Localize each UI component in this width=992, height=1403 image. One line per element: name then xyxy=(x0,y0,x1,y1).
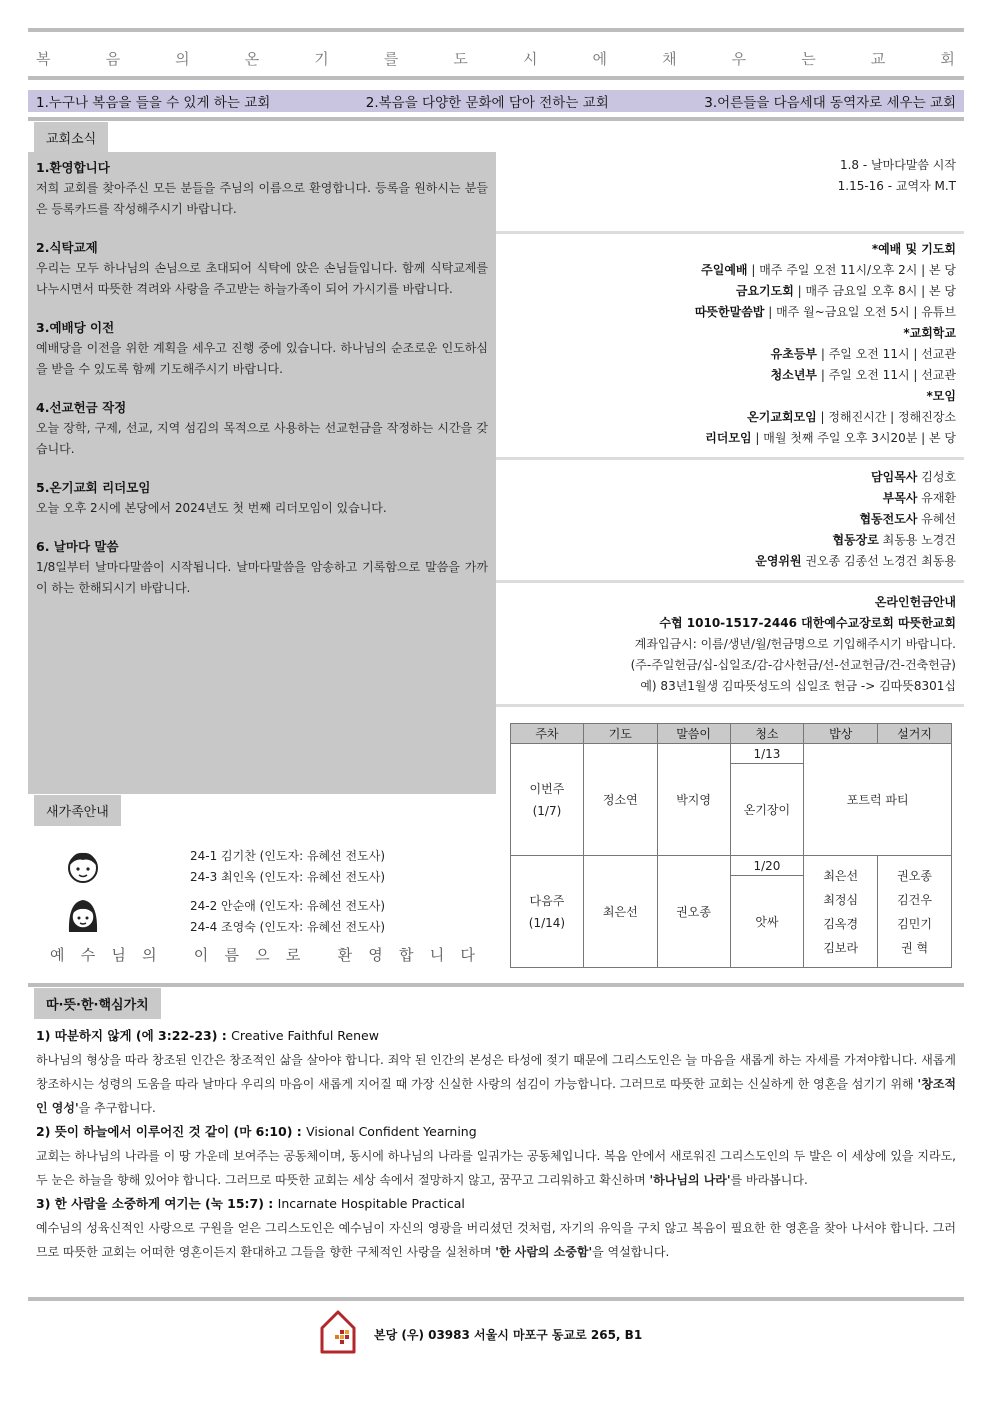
divider xyxy=(496,580,964,583)
news-item xyxy=(36,238,488,300)
online-offering xyxy=(500,592,956,697)
prayer-cell: 최은선 xyxy=(583,856,657,968)
school-row: 유초등부 | 주일 오전 11시 | 선교관 xyxy=(770,347,956,361)
motto-char: 복 xyxy=(36,50,52,68)
male-icon xyxy=(66,848,100,888)
motto-char: 교 xyxy=(870,50,887,68)
news-heading: 교회소식 xyxy=(34,122,108,153)
female-icon xyxy=(66,896,100,938)
news-body: 1/8일부터 날마다말씀이 시작됩니다. 날마다말씀을 암송하고 기록함으로 말씀을 가까이 하는 한해되시기 바랍니다. xyxy=(36,560,488,595)
motto-char: 회 xyxy=(940,50,956,68)
staff-row: 협동전도사 유혜선 xyxy=(859,512,956,526)
col-header: 밥상 xyxy=(804,724,878,744)
welcome-char: 님 xyxy=(111,946,126,964)
welcome-char xyxy=(317,944,322,965)
clean-cell: 온기장이 xyxy=(730,764,804,856)
motto-rule xyxy=(28,76,964,80)
news-body: 예배당을 이전을 위한 계획을 세우고 진행 중에 있습니다. 하나님의 순조로운 인도하심을 받을 수 있도록 함께 기도해주시기 바랍니다. xyxy=(36,341,488,376)
divider xyxy=(496,231,964,234)
welcome-char xyxy=(173,944,178,965)
newfamily-member: 24-1 김기찬 (인도자: 유혜선 전도사) xyxy=(190,849,386,863)
col-header: 청소 xyxy=(730,724,804,744)
prayer-cell: 정소연 xyxy=(583,744,657,856)
motto-char: 의 xyxy=(175,50,191,68)
meeting-heading: *모임 xyxy=(926,389,956,403)
meeting-row: 리더모임 | 매월 첫째 주일 오후 3시20분 | 본 당 xyxy=(705,431,956,445)
worship-info xyxy=(500,239,956,449)
news-item xyxy=(36,398,488,460)
male-list xyxy=(190,846,385,888)
staff-row: 협동장로 최동용 노경건 xyxy=(832,533,956,547)
core-values xyxy=(36,1024,956,1264)
news-body: 저희 교회를 찾아주신 모든 분들을 주님의 이름으로 환영합니다. 등록을 원하시는 분들은 등록카드를 작성해주시기 바랍니다. xyxy=(36,181,488,216)
welcome-char: 로 xyxy=(285,946,301,964)
reader-cell: 박지영 xyxy=(657,744,730,856)
bottom-rule xyxy=(28,1297,964,1301)
motto-char: 음 xyxy=(105,50,122,68)
motto-char: 채 xyxy=(662,50,678,68)
news-title: 1.환영합니다 xyxy=(36,160,110,175)
col-header: 주차 xyxy=(511,724,584,744)
offering-account: 수협 1010-1517-2446 대한예수교장로회 따뜻한교회 xyxy=(659,616,956,630)
news-body: 오늘 오후 2시에 본당에서 2024년도 첫 번째 리더모임이 있습니다. xyxy=(36,501,387,515)
staff-list xyxy=(500,467,956,572)
female-list xyxy=(190,896,385,938)
dish-cell: 권오종 김건우 김민기 권 혁 xyxy=(878,856,952,968)
school-row: 청소년부 | 주일 오전 11시 | 선교관 xyxy=(770,368,956,382)
col-header: 기도 xyxy=(583,724,657,744)
newfamily-member: 24-4 조영숙 (인도자: 유혜선 전도사) xyxy=(190,920,386,934)
vision-bar xyxy=(28,90,964,112)
staff-row: 운영위원 권오종 김종선 노경건 최동용 xyxy=(755,554,956,568)
news-item xyxy=(36,158,488,220)
duty-table xyxy=(510,723,952,968)
values-heading: 따·뜻·한·핵심가치 xyxy=(34,988,161,1019)
motto-char: 를 xyxy=(383,50,400,68)
offering-heading: 온라인헌금안내 xyxy=(874,595,956,609)
welcome-char: 수 xyxy=(80,946,96,964)
worship-heading: *예배 및 기도회 xyxy=(871,242,956,256)
week-cell: 이번주 (1/7) xyxy=(511,744,584,856)
motto-char: 는 xyxy=(801,50,817,68)
school-heading: *교회학교 xyxy=(903,326,956,340)
newfamily-heading: 새가족안내 xyxy=(34,795,121,826)
value-body: 예수님의 성육신적인 사랑으로 구원을 얻은 그리스도인은 예수님이 자신의 영광을 버리셨던 것처럼, 자기의 유익을 구치 않고 복음이 필요한 한 영혼을 찾아 나서야 합니다. 그러므로 따뜻한 교회는 어떠한 영혼이든지 환대하고 그들을 향한 구체적인 사랑을 실천하며 '한 사람의 소중함'을 역설합니다. xyxy=(36,1221,956,1259)
clean-date-cell: 1/13 xyxy=(730,744,804,764)
clean-cell: 앗싸 xyxy=(730,876,804,968)
welcome-char: 합 xyxy=(399,946,414,964)
news-body: 오늘 장학, 구제, 선교, 지역 섬김의 목적으로 사용하는 선교헌금을 작정하는 시간을 갖습니다. xyxy=(36,421,488,456)
value-title: 2) 뜻이 하늘에서 이루어진 것 같이 (마 6:10) : Visional Confident Yearning xyxy=(36,1124,477,1139)
clean-date-cell: 1/20 xyxy=(730,856,804,876)
motto-char: 우 xyxy=(731,50,748,68)
news-body: 우리는 모두 하나님의 손님으로 초대되어 식탁에 앉은 손님들입니다. 함께 식탁교제를 나누시면서 따뜻한 격려와 사랑을 주고받는 하늘가족이 되어 가시기를 바랍니다. xyxy=(36,261,488,296)
value-title: 1) 따분하지 않게 (에 3:22-23) : Creative Faithful Renew xyxy=(36,1028,379,1043)
newfamily-member: 24-2 안순애 (인도자: 유혜선 전도사) xyxy=(190,899,386,913)
welcome-char: 예 xyxy=(50,946,65,964)
divider xyxy=(496,457,964,460)
welcome-char: 름 xyxy=(224,946,239,964)
meal-cell: 포트럭 파티 xyxy=(804,744,952,856)
schedule-item: 1.8 - 날마다말씀 시작 xyxy=(839,158,956,172)
vision-3: 3.어른들을 다음세대 동역자로 세우는 교회 xyxy=(704,95,956,111)
meal-cell: 최은선 최정심 김옥경 김보라 xyxy=(804,856,878,968)
news-title: 6. 날마다 말씀 xyxy=(36,539,119,554)
news-title: 3.예배당 이전 xyxy=(36,320,115,335)
welcome-char: 으 xyxy=(255,946,270,964)
reader-cell: 권오종 xyxy=(657,856,730,968)
col-header: 설거지 xyxy=(878,724,952,744)
value-body: 하나님의 형상을 따라 창조된 인간은 창조적인 삶을 살아야 합니다. 죄악 된 인간의 본성은 타성에 젖기 때문에 그리스도인은 늘 마음을 새롭게 하는 자세를 가져야합니다. 새롭게 창조하시는 성령의 도움을 따라 날마다 우리의 마음이 새롭게 지어질 때 가장 신실한 사랑의 섬김이 가능합니다. 그러므로 따뜻한 교회는 신실하게 한 영혼을 섬기기 위해 '창조적인 영성'을 추구합니다. xyxy=(36,1053,956,1115)
worship-row: 따뜻한말씀밥 | 매주 월~금요일 오전 5시 | 유튜브 xyxy=(694,305,956,319)
motto-char: 온 xyxy=(244,50,261,68)
newfamily-member: 24-3 최인옥 (인도자: 유혜선 전도사) xyxy=(190,870,386,884)
value-body: 교회는 하나님의 나라를 이 땅 가운데 보여주는 공동체이며, 동시에 하나님의 나라를 일궈가는 공동체입니다. 복음 안에서 새로워진 그리스도인의 두 발은 이 세상에 있을 지라도, 두 눈은 하늘을 향해 있어야 합니다. 그러므로 따뜻한 교회는 세상 속에서 절망하지 않고, 꿈꾸고 그리워하고 확신하며 '하나님의 나라'를 바라봅니다. xyxy=(36,1149,956,1187)
welcome-message xyxy=(50,944,475,965)
vision-rule xyxy=(28,117,964,121)
vision-2: 2.복음을 다양한 문화에 담아 전하는 교회 xyxy=(365,95,609,111)
motto-char: 에 xyxy=(592,50,608,68)
news-item xyxy=(36,537,488,599)
section-rule xyxy=(28,983,964,987)
news-title: 5.온기교회 리더모임 xyxy=(36,480,151,495)
vision-1: 1.누구나 복음을 들을 수 있게 하는 교회 xyxy=(36,95,271,111)
col-header: 말씀이 xyxy=(657,724,730,744)
offering-line: (주-주일헌금/십-십일조/감-감사헌금/선-선교헌금/건-건축헌금) xyxy=(630,658,956,672)
worship-row: 주일예배 | 매주 주일 오전 11시/오후 2시 | 본 당 xyxy=(701,263,956,277)
offering-line: 계좌입금시: 이름/생년/월/헌금명으로 기입해주시기 바랍니다. xyxy=(634,637,956,651)
top-rule xyxy=(28,28,964,32)
news-title: 4.선교헌금 작정 xyxy=(36,400,127,415)
news-item xyxy=(36,318,488,380)
welcome-char: 영 xyxy=(368,946,383,964)
schedule-item: 1.15-16 - 교역자 M.T xyxy=(837,179,956,193)
welcome-char: 환 xyxy=(337,946,353,964)
schedule xyxy=(500,155,956,197)
offering-line: 예) 83년1월생 김따뜻성도의 십일조 헌금 -> 김따뜻8301십 xyxy=(640,679,956,693)
church-motto xyxy=(36,48,956,69)
church-logo-icon xyxy=(318,1308,358,1354)
motto-char: 시 xyxy=(522,50,539,68)
welcome-char: 이 xyxy=(193,946,209,964)
staff-row: 담임목사 김성호 xyxy=(871,470,956,484)
footer-address: 본당 (우) 03983 서울시 마포구 동교로 265, B1 xyxy=(374,1328,643,1342)
week-cell: 다음주 (1/14) xyxy=(511,856,584,968)
welcome-char: 다 xyxy=(460,946,475,964)
value-title: 3) 한 사람을 소중하게 여기는 (눅 15:7) : Incarnate Hospitable Practical xyxy=(36,1196,465,1211)
worship-row: 금요기도회 | 매주 금요일 오후 8시 | 본 당 xyxy=(735,284,956,298)
meeting-row: 온기교회모임 | 정해진시간 | 정해진장소 xyxy=(747,410,956,424)
news-box xyxy=(28,152,496,794)
news-title: 2.식탁교제 xyxy=(36,240,98,255)
welcome-char: 의 xyxy=(142,946,157,964)
divider xyxy=(496,704,964,707)
motto-char: 기 xyxy=(314,50,330,68)
welcome-char: 니 xyxy=(429,946,445,964)
staff-row: 부목사 유재환 xyxy=(882,491,956,505)
motto-char: 도 xyxy=(453,50,469,68)
news-item xyxy=(36,478,488,519)
